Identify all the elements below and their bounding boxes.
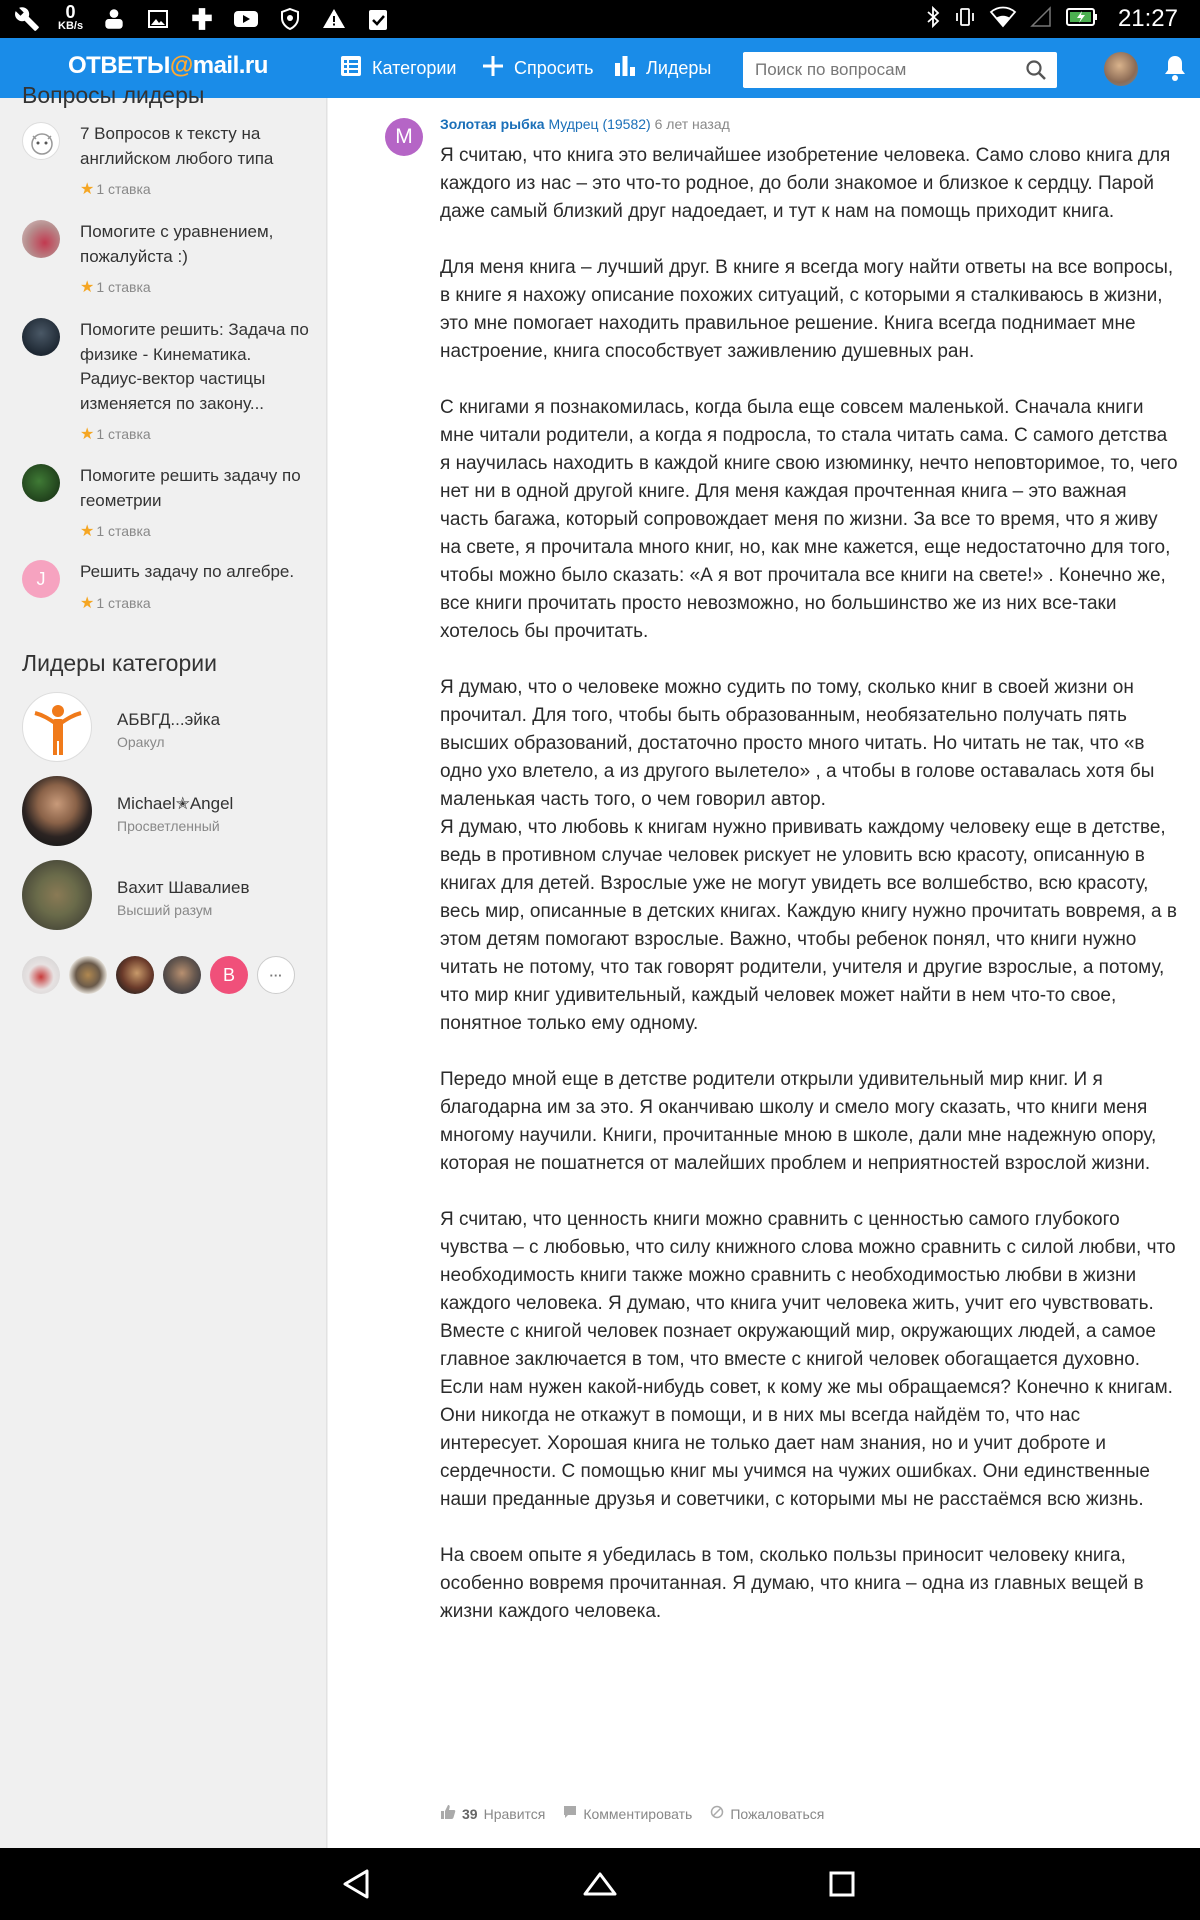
app-notification-icon — [101, 6, 127, 32]
game-icon — [189, 6, 215, 32]
clock: 21:27 — [1117, 5, 1178, 32]
answer-card — [328, 98, 1200, 1848]
mini-avatar-letter[interactable]: B — [210, 956, 248, 994]
answer-text — [440, 142, 1180, 1626]
star-icon: ★ — [80, 181, 95, 198]
nav-categories[interactable] — [340, 38, 456, 98]
battery-icon — [1066, 6, 1098, 33]
youtube-icon — [233, 6, 259, 32]
question-title: Помогите с уравнением, пожалуйста :) — [80, 222, 274, 266]
site-logo[interactable] — [68, 52, 268, 80]
bell-icon[interactable] — [1163, 54, 1187, 87]
mini-avatar[interactable] — [22, 956, 60, 994]
signal-icon — [1030, 6, 1052, 33]
avatar — [22, 318, 60, 356]
bet-label: 1 ставка — [96, 279, 151, 295]
leader-name: Вахит Шавалиев — [117, 878, 250, 897]
search-input[interactable] — [743, 53, 1013, 87]
star-icon: ★ — [80, 426, 95, 443]
sidebar-question[interactable] — [22, 464, 312, 544]
sidebar-question[interactable] — [22, 220, 312, 300]
star-icon: ★ — [80, 523, 95, 540]
leader-name: АБВГД...эйка — [117, 710, 221, 729]
bluetooth-icon — [926, 6, 940, 33]
answer-paragraph: Передо мной еще в детстве родители открыли удивительный мир книг. И я благодарна им за это. Я оканчиваю школу и смело могу сказать, что книги меня многому научили. Книги, прочитанные мною в школе, дали мне надежную опору, которая не пошатнется от малейших проблем и неприятностей взрослой жизни. — [440, 1069, 1157, 1174]
home-icon[interactable] — [582, 1866, 618, 1902]
leader-item[interactable] — [22, 692, 312, 762]
system-navigation-bar — [0, 1848, 1200, 1920]
more-leaders-button[interactable]: ··· — [257, 956, 295, 994]
avatar — [22, 122, 60, 160]
avatar — [22, 220, 60, 258]
leader-avatar — [22, 776, 92, 846]
logo-at-sign: @ — [169, 52, 193, 79]
logo-text-mailru: mail.ru — [192, 52, 268, 79]
image-icon — [145, 6, 171, 32]
thumbs-up-icon — [440, 1804, 456, 1823]
question-title: Помогите решить: Задача по физике - Кинематика. Радиус-вектор частицы изменяется по закону... — [80, 320, 309, 413]
answer-meta — [440, 116, 730, 132]
leader-name: Michael✭Angel — [117, 794, 234, 813]
answer-time: 6 лет назад — [654, 116, 730, 132]
answer-paragraph: С книгами я познакомилась, когда была еще совсем маленькой. Сначала книги мне читали родители, а когда я подросла, то стала читать сама. С самого детства я научилась находить в каждой книге свою изюминку, нечто неповторимое, то, чего нет ни в одной другой книге. Для меня каждая прочтенная книга – это важная часть багажа, который сопровождает меня по жизни. За все то время, что я живу на свете, я прочитала много книг, но, как мне кажется, еще недостаточно для того, чтобы можно было сказать: «А я вот прочитала все книги на свете!» . Конечно же, все книги прочитать просто невозможно, но большинство же из них все-таки хотелось бы прочитать. — [440, 397, 1178, 642]
answer-paragraph: Я думаю, что о человеке можно судить по тому, сколько книг в своей жизни он прочитал. Для того, чтобы быть образованным, необязательно получать пять высших образований, достаточно просто много читать. Но читать не так, что «в одно ухо влетело, а из другого вылетело» , а чтобы в голове оставалась хотя бы маленькая часть того, о чем говорил автор. — [440, 677, 1155, 810]
comment-button[interactable] — [563, 1805, 692, 1822]
bet-badge — [80, 179, 151, 199]
answer-author-name[interactable]: Золотая рыбка — [440, 116, 545, 132]
status-bar — [0, 0, 1200, 38]
leader-avatar — [22, 692, 92, 762]
like-label: Нравится — [483, 1805, 546, 1822]
bar-chart-icon — [614, 55, 636, 82]
sidebar-question[interactable] — [22, 560, 312, 620]
speed-value: 0 — [65, 2, 76, 22]
logo-text-otvety: ОТВЕТЫ — [68, 52, 170, 79]
vibrate-icon — [954, 6, 976, 33]
report-button[interactable] — [710, 1805, 824, 1822]
network-speed — [58, 2, 84, 33]
answer-author-avatar[interactable]: M — [385, 118, 423, 156]
mini-avatar[interactable] — [116, 956, 154, 994]
bet-label: 1 ставка — [96, 523, 151, 539]
comment-icon — [563, 1805, 577, 1822]
leaders-section-title: Лидеры категории — [22, 650, 217, 676]
grid-list-icon — [340, 55, 362, 82]
comment-label: Комментировать — [583, 1805, 693, 1822]
star-icon: ★ — [80, 279, 95, 296]
block-icon — [710, 1805, 724, 1822]
bet-badge — [80, 521, 151, 541]
avatar — [22, 464, 60, 502]
bet-label: 1 ставка — [96, 181, 151, 197]
answer-author-level[interactable]: Мудрец (19582) — [548, 116, 651, 132]
search-box — [743, 52, 1057, 88]
bet-label: 1 ставка — [96, 426, 151, 442]
star-icon: ★ — [80, 595, 95, 612]
search-icon[interactable] — [1025, 59, 1047, 86]
mini-avatar[interactable] — [69, 956, 107, 994]
sidebar-question[interactable] — [22, 122, 312, 202]
nav-leaders[interactable] — [614, 38, 711, 98]
wrench-icon — [14, 6, 40, 32]
question-title: 7 Вопросов к тексту на английском любого типа — [80, 124, 274, 168]
bet-badge — [80, 593, 151, 613]
question-title: Помогите решить задачу по геометрии — [80, 466, 301, 510]
avatar: J — [22, 560, 60, 598]
bet-badge — [80, 277, 151, 297]
bet-badge — [80, 424, 151, 444]
mini-avatar[interactable] — [163, 956, 201, 994]
sidebar — [0, 82, 327, 1848]
answer-paragraph: Я считаю, что книга это величайшее изобретение человека. Само слово книга для каждого из нас – это что-то родное, до боли знакомое и близкое к сердцу. Парой даже самый близкий друг надоедает, и тут к нам на помощь приходит книга. — [440, 145, 1171, 222]
warning-icon — [321, 6, 347, 32]
report-label: Пожаловаться — [730, 1805, 825, 1822]
like-button[interactable] — [440, 1804, 545, 1823]
nav-categories-label: Категории — [372, 57, 457, 78]
leader-item[interactable] — [22, 776, 312, 846]
back-icon[interactable] — [340, 1866, 376, 1902]
answer-paragraph: Я считаю, что ценность книги можно сравнить с ценностью самого глубокого чувства – с любовью, что силу книжного слова можно сравнить с силой любви, что необходимость книги также можно сравнить с необходимостью любви в жизни каждого человека. Я думаю, что книга учит человека жить, учит его чувствовать. Вместе с книгой человек познает окружающий мир, окружающих людей, а самое главное заключается в том, что вместе с книгой человек обогащается духовно. Если нам нужен какой-нибудь совет, к кому же мы обращаемся? Конечно к книгам. Они никогда не откажут в помощи, и в них мы всегда найдём то, что нас интересует. Хорошая книга не только дает нам знания, но и учит доброте и сердечности. С помощью книг мы учимся на чужих ошибках. Они единственные наши преданные друзья и советчики, с которыми мы не расстаёмся всю жизнь. — [440, 1209, 1176, 1510]
leader-item[interactable] — [22, 860, 312, 930]
nav-leaders-label: Лидеры — [646, 57, 712, 78]
clipboard-check-icon — [365, 6, 391, 32]
speed-unit: KB/s — [58, 20, 84, 32]
leader-avatar — [22, 860, 92, 930]
answer-actions — [440, 1804, 824, 1823]
answer-paragraph: На своем опыте я убедилась в том, сколько пользы приносит человеку книга, особенно вовремя прочитанная. Я думаю, что книга – одна из главных вещей в жизни каждого человека. — [440, 1545, 1144, 1622]
likes-count: 39 — [462, 1805, 478, 1822]
plus-icon — [482, 55, 504, 82]
wifi-icon — [990, 6, 1016, 33]
sidebar-section-title: Вопросы лидеры — [22, 82, 205, 108]
nav-ask-label: Спросить — [514, 57, 594, 78]
leader-rank: Высший разум — [117, 902, 213, 918]
recent-apps-icon[interactable] — [824, 1866, 860, 1902]
bet-label: 1 ставка — [96, 595, 151, 611]
question-title: Решить задачу по алгебре. — [80, 562, 295, 581]
vpn-shield-icon — [277, 6, 303, 32]
answer-paragraph: Я думаю, что любовь к книгам нужно прививать каждому человеку еще в детстве, ведь в противном случае человек рискует не уловить всю красоту, описанную в книгах для детей. Взрослые уже не могут увидеть все волшебство, всю красоту, весь мир, описанные в детских книгах. Каждую книгу нужно прочитать вовремя, а в этом детям помогают взрослые. Важно, чтобы ребенок понял, что книги нужно читать не потому, что так говорят родители, учителя и другие взрослые, а потому, что мир книг удивительный, каждый человек может найти в нем что-то свое, понятное только ему одному. — [440, 817, 1177, 1034]
leader-rank: Просветленный — [117, 818, 220, 834]
sidebar-question[interactable] — [22, 318, 312, 446]
user-avatar[interactable] — [1104, 52, 1138, 86]
answer-paragraph: Для меня книга – лучший друг. В книге я всегда могу найти ответы на все вопросы, в книге я нахожу описание похожих ситуаций, с которыми я сталкиваюсь в жизни, это мне помогает находить правильное решение. Книга всегда поднимает мне настроение, книга способствует заживлению душевных ран. — [440, 257, 1174, 362]
leader-rank: Оракул — [117, 734, 165, 750]
more-leaders-row — [22, 956, 295, 994]
nav-ask[interactable] — [482, 38, 593, 98]
